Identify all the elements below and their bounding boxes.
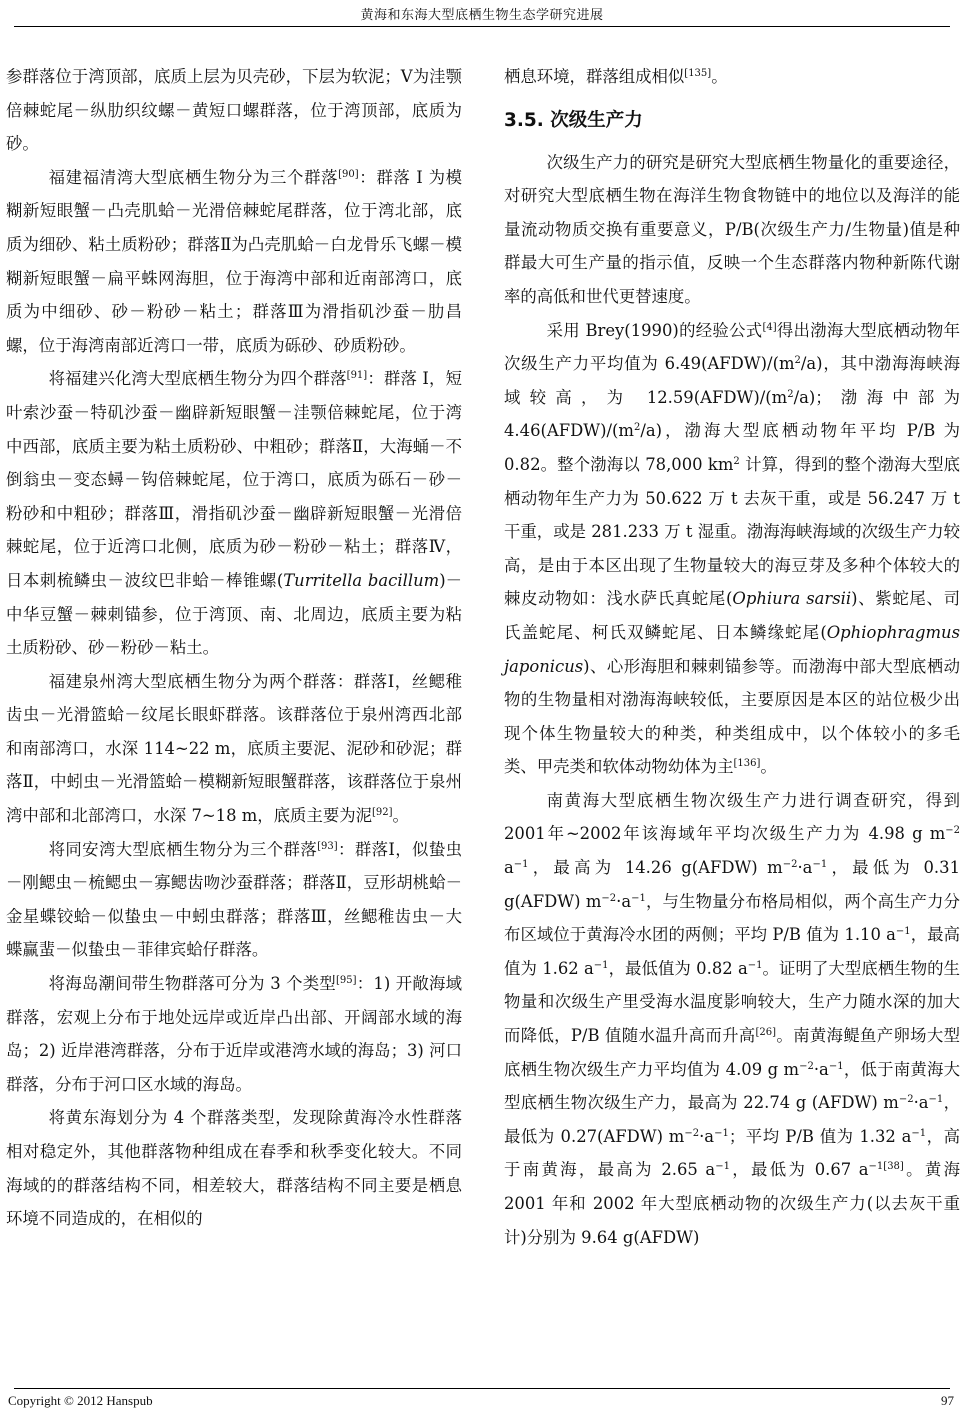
citation-ref: [4] bbox=[762, 321, 777, 333]
superscript: −1 bbox=[895, 926, 911, 938]
superscript: −2 bbox=[684, 1127, 700, 1139]
paragraph-text: /a)，渤海大型底栖动物年平均 P/B 为 0.82。整个渤海以 78,000 km bbox=[504, 421, 960, 474]
paragraph-text: )、紫蛇尾、司氏盖蛇尾、柯氏双鳞蛇尾、日本鳞缘蛇尾( bbox=[504, 589, 960, 642]
paragraph-text: ·a bbox=[813, 1059, 829, 1079]
citation-ref: [92] bbox=[372, 807, 393, 819]
superscript: −2 bbox=[782, 859, 798, 871]
paragraph-text: ，最低值为 0.82 a bbox=[608, 958, 748, 978]
paragraph-text: )、心形海胆和棘刺锚参等。而渤海中部大型底栖动物的生物量相对渤海海峡较低，主要原因是本区的站位极少出现个体生物量较大的种类，种类组成中，以个体较小的多毛类、甲壳类和软体动物幼体为主 bbox=[504, 656, 960, 777]
superscript: −2 bbox=[945, 825, 960, 837]
paragraph bbox=[504, 60, 960, 94]
paragraph-text: ：群落Ⅰ，似蛰虫－刚鳃虫－梳鳃虫－寡鳃齿吻沙蚕群落；群落Ⅱ，豆形胡桃蛤－金星蝶铰蛤－似蛰虫－中蚓虫群落；群落Ⅲ，丝鳃稚齿虫－大蝶赢蜚－似蛰虫－菲律宾蛤仔群落。 bbox=[6, 839, 462, 960]
citation-ref: [135] bbox=[684, 68, 712, 79]
paragraph-text: 栖息环境，群落组成相似 bbox=[504, 67, 685, 86]
species-name: Ophiura sarsii bbox=[732, 589, 852, 609]
paragraph-text: 次级生产力的研究是研究大型底栖生物量化的重要途径，对研究大型底栖生物在海洋生物食物链中的地位以及海洋的能量流动物质交换有重要意义，P/B(次级生产力/生物量)值是种群最大可生产量的指示值，反映一个生态群落内物种新陈代谢率的高低和世代更替速度。 bbox=[504, 152, 960, 306]
paragraph-text: )－中华豆蟹－棘刺锚参，位于湾顶、南、北周边，底质主要为粘土质粉砂、砂－粉砂－粘土。 bbox=[6, 570, 462, 658]
paragraph-text: 计算，得到的整个渤海大型底栖动物年生产力为 50.622 万 t 去灰干重，或是 56.247 万 t 干重，或是 281.233 万 t 湿重。渤海海峡海域的次级生产力较高，是由于本区出现了生物量较大的海豆芽及多种个体较大的棘皮动物如：浅水萨氏真蛇尾( bbox=[504, 454, 960, 609]
superscript: −1 bbox=[715, 1161, 730, 1173]
paragraph-text: 将同安湾大型底栖生物分为三个群落 bbox=[48, 839, 318, 859]
footer-rule bbox=[14, 1388, 950, 1389]
paragraph-text: /a)，其中渤海海峡海域较高，为 12.59(AFDW)/(m bbox=[504, 354, 960, 407]
paragraph-text: 。 bbox=[392, 806, 409, 826]
superscript: −1 bbox=[631, 892, 646, 904]
superscript: −1 bbox=[911, 1127, 927, 1139]
paragraph bbox=[6, 1101, 462, 1235]
superscript: −2 bbox=[601, 892, 617, 904]
superscript: 2 bbox=[787, 388, 794, 400]
superscript: −1 bbox=[812, 859, 828, 871]
paragraph-text: ·a bbox=[797, 858, 813, 878]
species-name: Turritella bacillum bbox=[283, 570, 440, 590]
citation-ref: [136] bbox=[733, 758, 761, 770]
paragraph-text: ；平均 P/B 值为 1.32 a bbox=[728, 1126, 912, 1146]
citation-ref: [95] bbox=[336, 975, 357, 987]
paragraph-text: 将福建兴化湾大型底栖生物分为四个群落 bbox=[48, 369, 347, 389]
superscript: −2 bbox=[898, 1094, 914, 1106]
paragraph-text: ，与生物量分布格局相似，两个高生产力分布区域位于黄海冷水团的两侧；平均 P/B 值为 1.10 a bbox=[504, 891, 960, 945]
paragraph-text: a bbox=[504, 858, 514, 878]
superscript: −1 bbox=[593, 959, 609, 971]
species-name: Ophiophragmus japonicus bbox=[504, 622, 960, 676]
superscript: −1 bbox=[828, 1060, 844, 1072]
section-heading: 3.5. 次级生产力 bbox=[504, 109, 643, 131]
superscript: 2 bbox=[633, 422, 641, 434]
paragraph-text: ·a bbox=[616, 891, 632, 911]
paragraph-text: 。南黄海鳀鱼产卵场大型底栖生物次级生产力平均值为 4.09 g m bbox=[504, 1026, 961, 1079]
running-head: 黄海和东海大型底栖生物生态学研究进展 bbox=[360, 8, 604, 23]
paragraph-text: 。 bbox=[760, 757, 777, 777]
paragraph-text: 。 bbox=[711, 67, 728, 86]
paragraph-text: ，低于南黄海大型底栖生物次级生产力，最高为 22.74 g (AFDW) m bbox=[504, 1059, 960, 1113]
paragraph bbox=[6, 161, 462, 363]
paragraph-text: ：群落 I，短叶索沙蚕－特矶沙蚕－幽辟新短眼蟹－洼颚倍棘蛇尾，位于湾中西部，底质主要为粘土质粉砂、中粗砂；群落Ⅱ，大海蛹－不倒翁虫－变态蟳－钩倍棘蛇尾，位于湾口，底质为砾石－砂－粉砂和中粗砂；群落Ⅲ，滑指矶沙蚕－幽辟新短眼蟹－光滑倍棘蛇尾，位于近湾口北侧，底质为砂－粉砂－粘土；群落Ⅳ，日本刺梳鳞虫－波纹巴非蛤－棒锥螺( bbox=[6, 369, 463, 590]
paragraph-text: 。黄海 2001 年和 2002 年大型底栖动物的次级生产力(以去灰干重计)分别为 9.64 g(AFDW) bbox=[504, 1160, 961, 1247]
paragraph-text: 。证明了大型底栖生物的生物量和次级生产里受海水温度影响较大，生产力随水深的加大而降低，P/B 值随水温升高而升高 bbox=[504, 958, 961, 1046]
paragraph-text: ，最低为 0.27(AFDW) m bbox=[504, 1093, 960, 1146]
paragraph-text: 得出渤海大型底栖动物年次级生产力平均值为 6.49(AFDW)/(m bbox=[504, 320, 960, 374]
paragraph bbox=[504, 314, 960, 784]
page-number: 97 bbox=[941, 1393, 954, 1408]
paragraph bbox=[504, 784, 960, 1254]
paragraph-text: 福建福清湾大型底栖生物分为三个群落 bbox=[48, 167, 339, 187]
copyright: Copyright © 2012 Hanspub bbox=[8, 1393, 153, 1408]
superscript: −1 bbox=[714, 1127, 729, 1139]
citation-ref: [26] bbox=[755, 1027, 777, 1039]
superscript: −1 bbox=[513, 859, 529, 871]
superscript: −1 bbox=[928, 1094, 944, 1106]
paragraph bbox=[6, 967, 462, 1101]
paragraph-text: ，最低为 0.31 g(AFDW) m bbox=[504, 858, 960, 911]
paragraph-text: ·a bbox=[699, 1126, 715, 1146]
paragraph-text: 采用 Brey(1990)的经验公式 bbox=[546, 320, 763, 340]
paragraph-text: ，最高为 14.26 g(AFDW) m bbox=[528, 858, 783, 878]
paragraph-text: ·a bbox=[913, 1093, 929, 1113]
paragraph-text: 南黄海大型底栖生物次级生产力进行调查研究，得到2001年~2002年该海域年平均次级生产力为 4.98 g m bbox=[504, 790, 960, 844]
paragraph-text: /a)；渤海中部为 4.46(AFDW)/(m bbox=[504, 387, 960, 441]
citation-ref: [91] bbox=[346, 370, 368, 382]
superscript: −2 bbox=[799, 1060, 814, 1072]
paragraph bbox=[6, 833, 462, 967]
citation-ref: [90] bbox=[338, 168, 359, 180]
paragraph-text: ，最低为 0.67 a bbox=[729, 1160, 869, 1180]
header-rule bbox=[14, 26, 950, 27]
paragraph-text: 福建泉州湾大型底栖生物分为两个群落：群落Ⅰ，丝鳃稚齿虫－光滑篮蛤－纹尾长眼虾群落。该群落位于泉州湾西北部和南部湾口，水深 114~22 m，底质主要泥、泥砂和砂泥；群落Ⅱ，中蚓虫－光滑篮蛤－模糊新短眼蟹群落，该群落位于泉州湾中部和北部湾口，水深 7~18 m，底质主要为泥 bbox=[6, 671, 462, 826]
paragraph bbox=[504, 146, 960, 314]
paragraph-text: ，最高值为 1.62 a bbox=[504, 925, 961, 978]
paragraph-text: ，高于南黄海，最高为 2.65 a bbox=[504, 1126, 961, 1180]
superscript: −1[38] bbox=[868, 1161, 904, 1173]
paragraph-text: 参群落位于湾顶部，底质上层为贝壳砂，下层为软泥；Ⅴ为洼颚倍棘蛇尾－纵肋织纹螺－黄短口螺群落，位于湾顶部，底质为砂。 bbox=[6, 67, 462, 154]
paragraph bbox=[6, 60, 462, 161]
paragraph-text: ：1) 开敞海域群落，宏观上分布于地处远岸或近岸凸出部、开阔部水域的海岛；2) 近岸港湾群落，分布于近岸或港湾水域的海岛；3) 河口群落，分布于河口区水域的海岛。 bbox=[6, 974, 462, 1094]
superscript: 2 bbox=[794, 355, 801, 367]
paragraph-text: 将海岛潮间带生物群落可分为 3 个类型 bbox=[48, 974, 337, 994]
paragraph-text: ：群落 I 为模糊新短眼蟹－凸壳肌蛤－光滑倍棘蛇尾群落，位于湾北部，底质为细砂、粘土质粉砂；群落Ⅱ为凸壳肌蛤－白龙骨乐飞螺－模糊新短眼蟹－扁平蛛网海胆，位于海湾中部和近南部湾口，底质为中细砂、砂－粉砂－粘土；群落Ⅲ为滑指矶沙蚕－肋昌螺，位于海湾南部近湾口一带，底质为砾砂、砂质粉砂。 bbox=[6, 167, 462, 355]
left-column bbox=[6, 60, 462, 1236]
citation-ref: [93] bbox=[317, 840, 338, 852]
paragraph bbox=[6, 362, 462, 664]
superscript: −1 bbox=[747, 959, 763, 971]
superscript: 2 bbox=[733, 455, 740, 467]
right-column bbox=[504, 60, 960, 1254]
paragraph-text: 将黄东海划分为 4 个群落类型，发现除黄海冷水性群落相对稳定外，其他群落物种组成在春季和秋季变化较大。不同海域的的群落结构不同，相差较大，群落结构不同主要是栖息环境不同造成的，在相似的 bbox=[6, 1108, 462, 1229]
paragraph bbox=[6, 665, 462, 833]
